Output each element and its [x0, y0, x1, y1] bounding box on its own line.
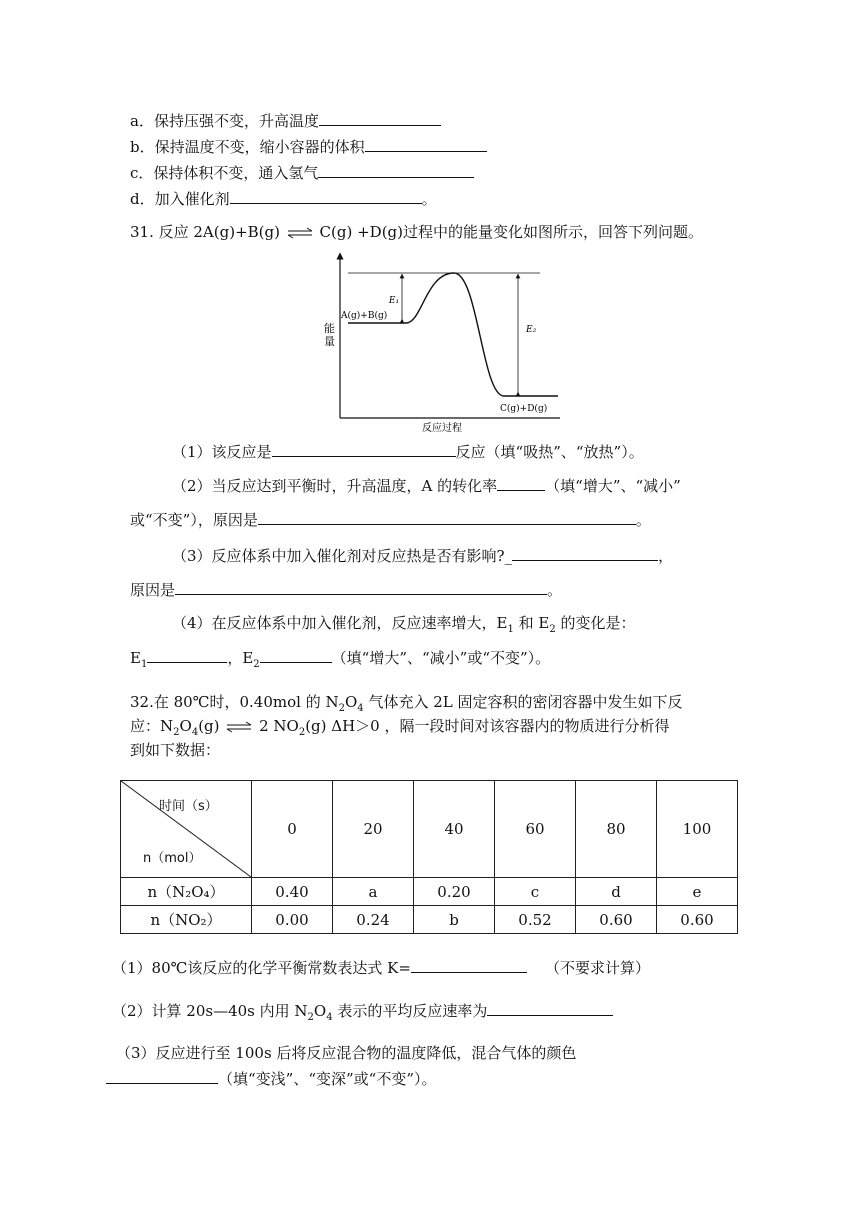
table-row [121, 906, 738, 934]
q31-part2-cont: 或“不变”），原因是 。 [130, 511, 651, 529]
q31-part1: （1）该反应是 反应（填“吸热”、“放热”）。 [172, 443, 644, 461]
reactants-label: A(g)+B(g) [341, 311, 388, 321]
table-cell: a [333, 878, 414, 906]
table-cell: c [495, 878, 576, 906]
q31-part2: （2）当反应达到平衡时，升高温度，A 的转化率 （填“增大”、“减小” [172, 477, 681, 495]
answer-blank[interactable] [147, 647, 227, 663]
q31-part3-cont: 原因是 。 [130, 581, 563, 599]
answer-blank[interactable] [487, 1000, 613, 1016]
q32-sub3: （3）反应进行至 100s 后将反应混合物的温度降低，混合气体的颜色 [116, 1044, 577, 1062]
products-label: C(g)+D(g) [500, 404, 548, 414]
q31-part4: （4）在反应体系中加入催化剂，反应速率增大，$E_1$ 和 $E_2$ 的变化是： [172, 614, 636, 635]
table-cell: e [657, 878, 738, 906]
option-b: b．保持温度不变，缩小容器的体积 [130, 136, 487, 157]
e2-label: E₂ [526, 325, 537, 335]
row-label: n（NO₂） [121, 906, 252, 934]
q32-stem-1: 32.在 80℃时，0.40mol 的 $N_2O_4$ 气体充入 2L 固定容积的密闭容器中发生如下反 [130, 693, 683, 714]
answer-blank[interactable] [365, 136, 487, 152]
q32-stem-3: 到如下数据： [130, 741, 221, 759]
answer-blank[interactable] [258, 509, 636, 525]
e1-label: E₁ [388, 296, 400, 306]
equilibrium-arrow-icon [285, 226, 315, 240]
q32-sub3-cont: （填“变浅”、“变深”或“不变”）。 [106, 1068, 437, 1089]
y-axis-label-2: 量 [324, 335, 335, 348]
table-cell: 0.52 [495, 906, 576, 934]
table-cell: 0.00 [252, 906, 333, 934]
x-axis-label: 反应过程 [422, 423, 462, 434]
table-cell: 0.24 [333, 906, 414, 934]
answer-blank[interactable] [497, 475, 545, 491]
equilibrium-arrow-icon [224, 720, 254, 734]
answer-blank[interactable] [260, 647, 332, 663]
time-cell: 0 [252, 781, 333, 878]
time-cell: 80 [576, 781, 657, 878]
answer-blank[interactable] [411, 957, 527, 973]
corner-cell: 时间（s） n（mol） [121, 781, 252, 878]
q31-stem: 31. 反应 2A(g)+B(g) C(g) +D(g)过程中的能量变化如图所示，回答下列问题。 [130, 223, 704, 241]
q32-sub2: （2）计算 20s—40s 内用 $N_2O_4$ 表示的平均反应速率为 [112, 1000, 613, 1028]
answer-blank[interactable] [106, 1068, 218, 1084]
table-cell: d [576, 878, 657, 906]
option-c: c．保持体积不变，通入氢气 [130, 162, 474, 183]
table-cell: 0.20 [414, 878, 495, 906]
answer-blank[interactable] [318, 162, 474, 178]
q31-part4-cont: $E_1$ ，$E_2$ （填“增大”、“减小”或“不变”）。 [130, 649, 551, 670]
time-cell: 60 [495, 781, 576, 878]
table-cell: 0.60 [576, 906, 657, 934]
time-cell: 20 [333, 781, 414, 878]
answer-blank[interactable] [319, 110, 441, 126]
table-row-header [121, 781, 738, 878]
q31-part3: （3）反应体系中加入催化剂对反应热是否有影响?_ ， [172, 547, 674, 565]
table-cell: 0.60 [657, 906, 738, 934]
answer-blank[interactable] [512, 545, 658, 561]
y-axis-label-1: 能 [324, 322, 335, 335]
energy-diagram [318, 250, 568, 435]
option-d: d．加入催化剂 。 [130, 190, 437, 208]
time-cell: 100 [657, 781, 738, 878]
row-label: n（N₂O₄） [121, 878, 252, 906]
table-row [121, 878, 738, 906]
data-table [120, 780, 738, 934]
answer-blank[interactable] [175, 579, 547, 595]
time-cell: 40 [414, 781, 495, 878]
q32-sub1: （1）80℃该反应的化学平衡常数表达式 K= （不要求计算） [112, 959, 650, 977]
answer-blank[interactable] [272, 441, 456, 457]
answer-blank[interactable] [230, 188, 422, 204]
table-cell: b [414, 906, 495, 934]
q32-stem-2: 应：$N_2O_4(g)$ 2 $NO_2(g)$ ΔH＞0 ，隔一段时间对该容器内的物质进行分析得 [130, 717, 670, 738]
option-a: a．保持压强不变，升高温度 [130, 110, 441, 131]
table-cell: 0.40 [252, 878, 333, 906]
